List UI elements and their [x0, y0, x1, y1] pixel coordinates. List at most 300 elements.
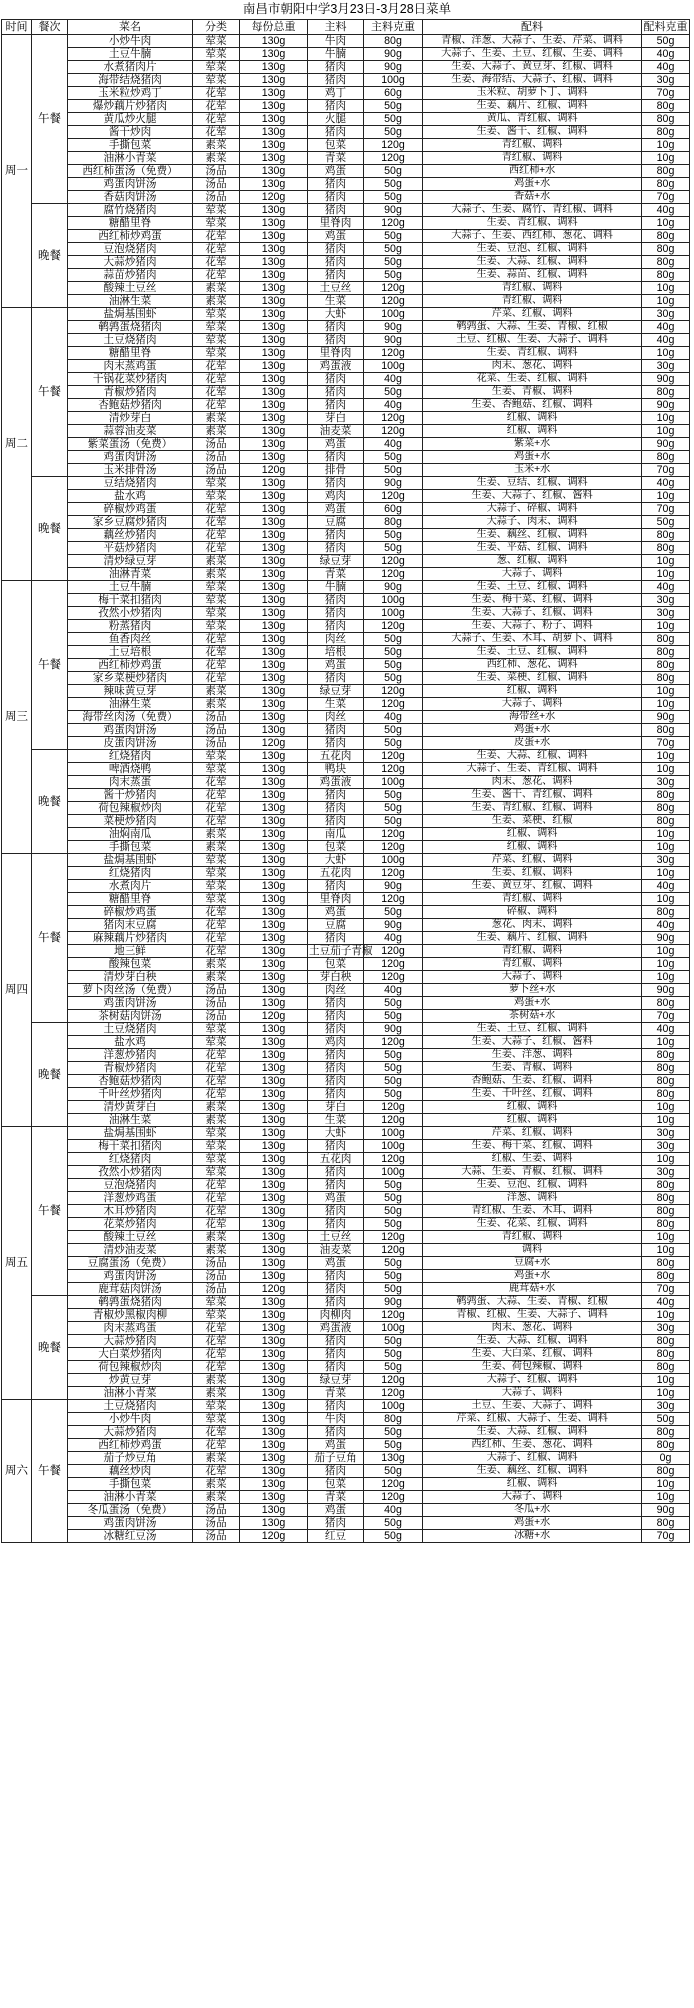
dish-name-cell: 洋葱炒鸡蛋	[68, 1192, 193, 1205]
meal-cell: 午餐	[32, 308, 68, 477]
main-weight-cell: 50g	[364, 1283, 423, 1296]
side-weight-cell: 10g	[642, 763, 690, 776]
total-weight-cell: 130g	[240, 139, 308, 152]
total-weight-cell: 130g	[240, 1049, 308, 1062]
side-weight-cell: 10g	[642, 1309, 690, 1322]
category-cell: 汤品	[193, 1257, 240, 1270]
side-weight-cell: 10g	[642, 1374, 690, 1387]
dish-name-cell: 鹿茸菇肉饼汤	[68, 1283, 193, 1296]
side-weight-cell: 10g	[642, 971, 690, 984]
total-weight-cell: 130g	[240, 373, 308, 386]
total-weight-cell: 130g	[240, 1335, 308, 1348]
side-weight-cell: 30g	[642, 1322, 690, 1335]
table-row	[2, 919, 690, 932]
total-weight-cell: 130g	[240, 1231, 308, 1244]
side-ingredients-cell: 青椒、红椒、生姜、大蒜子、调料	[423, 1309, 642, 1322]
category-cell: 汤品	[193, 1530, 240, 1543]
table-row	[2, 737, 690, 750]
dish-name-cell: 鸡蛋肉饼汤	[68, 451, 193, 464]
main-weight-cell: 50g	[364, 1205, 423, 1218]
header-row	[2, 20, 690, 35]
total-weight-cell: 130g	[240, 620, 308, 633]
main-ingredient-cell: 茄子豆角	[308, 1452, 364, 1465]
side-weight-cell: 90g	[642, 711, 690, 724]
main-weight-cell: 120g	[364, 1244, 423, 1257]
side-ingredients-cell: 红椒、调料	[423, 685, 642, 698]
main-ingredient-cell: 猪肉	[308, 61, 364, 74]
main-ingredient-cell: 包菜	[308, 1478, 364, 1491]
side-weight-cell: 90g	[642, 373, 690, 386]
table-row	[2, 529, 690, 542]
side-weight-cell: 30g	[642, 360, 690, 373]
side-ingredients-cell: 生姜、梅干菜、红椒、调料	[423, 1140, 642, 1153]
main-ingredient-cell: 猪肉	[308, 451, 364, 464]
category-cell: 汤品	[193, 1517, 240, 1530]
main-ingredient-cell: 青菜	[308, 568, 364, 581]
category-cell: 荤菜	[193, 48, 240, 61]
side-ingredients-cell: 土豆、生姜、大蒜子、调料	[423, 1400, 642, 1413]
main-ingredient-cell: 排骨	[308, 464, 364, 477]
side-weight-cell: 40g	[642, 477, 690, 490]
main-weight-cell: 50g	[364, 659, 423, 672]
main-ingredient-cell: 芽白	[308, 1101, 364, 1114]
side-weight-cell: 80g	[642, 529, 690, 542]
category-cell: 花荤	[193, 1049, 240, 1062]
side-ingredients-cell: 青红椒、调料	[423, 1231, 642, 1244]
category-cell: 素菜	[193, 139, 240, 152]
total-weight-cell: 130g	[240, 321, 308, 334]
category-cell: 汤品	[193, 724, 240, 737]
main-weight-cell: 50g	[364, 1192, 423, 1205]
table-row	[2, 230, 690, 243]
side-ingredients-cell: 生姜、土豆、红椒、调料	[423, 581, 642, 594]
side-weight-cell: 90g	[642, 438, 690, 451]
side-weight-cell: 80g	[642, 997, 690, 1010]
table-row	[2, 1335, 690, 1348]
total-weight-cell: 130g	[240, 581, 308, 594]
side-weight-cell: 80g	[642, 1465, 690, 1478]
table-row	[2, 1036, 690, 1049]
side-weight-cell: 50g	[642, 516, 690, 529]
side-weight-cell: 90g	[642, 1504, 690, 1517]
main-weight-cell: 50g	[364, 1257, 423, 1270]
table-row	[2, 87, 690, 100]
side-ingredients-cell: 土豆、红椒、生姜、大蒜子、调料	[423, 334, 642, 347]
main-ingredient-cell: 猪肉	[308, 100, 364, 113]
side-weight-cell: 10g	[642, 1231, 690, 1244]
side-weight-cell: 30g	[642, 74, 690, 87]
main-weight-cell: 50g	[364, 1075, 423, 1088]
dish-name-cell: 青椒炒猪肉	[68, 386, 193, 399]
total-weight-cell: 130g	[240, 334, 308, 347]
total-weight-cell: 130g	[240, 828, 308, 841]
side-ingredients-cell: 肉末、葱花、调料	[423, 776, 642, 789]
total-weight-cell: 130g	[240, 633, 308, 646]
side-ingredients-cell: 生姜、大蒜子、粉子、调料	[423, 620, 642, 633]
day-cell: 周二	[2, 308, 32, 581]
dish-name-cell: 大蒜炒猪肉	[68, 256, 193, 269]
total-weight-cell: 130g	[240, 516, 308, 529]
table-row	[2, 594, 690, 607]
side-ingredients-cell: 大蒜子、生姜、土豆、红椒、生姜、调料	[423, 48, 642, 61]
main-ingredient-cell: 大虾	[308, 1127, 364, 1140]
header-dish: 菜名	[68, 20, 193, 35]
table-row	[2, 828, 690, 841]
category-cell: 荤菜	[193, 1036, 240, 1049]
dish-name-cell: 大蒜炒猪肉	[68, 1335, 193, 1348]
main-weight-cell: 50g	[364, 789, 423, 802]
main-ingredient-cell: 绿豆芽	[308, 1374, 364, 1387]
main-ingredient-cell: 芽白秧	[308, 971, 364, 984]
main-weight-cell: 120g	[364, 1478, 423, 1491]
meal-cell: 晚餐	[32, 204, 68, 308]
table-row	[2, 1530, 690, 1543]
category-cell: 汤品	[193, 165, 240, 178]
side-ingredients-cell: 芹菜、红椒、调料	[423, 308, 642, 321]
total-weight-cell: 130g	[240, 984, 308, 997]
dish-name-cell: 肉末蒸鸡蛋	[68, 360, 193, 373]
category-cell: 花荤	[193, 1205, 240, 1218]
side-weight-cell: 80g	[642, 1348, 690, 1361]
table-row	[2, 1283, 690, 1296]
total-weight-cell: 130g	[240, 724, 308, 737]
dish-name-cell: 肉末蒸蛋	[68, 776, 193, 789]
dish-name-cell: 荷包辣椒炒肉	[68, 1361, 193, 1374]
category-cell: 花荤	[193, 542, 240, 555]
main-weight-cell: 50g	[364, 672, 423, 685]
category-cell: 荤菜	[193, 217, 240, 230]
menu-table	[1, 19, 690, 1543]
side-ingredients-cell: 大蒜子、肉末、调料	[423, 516, 642, 529]
side-weight-cell: 80g	[642, 646, 690, 659]
total-weight-cell: 130g	[240, 1140, 308, 1153]
main-weight-cell: 50g	[364, 269, 423, 282]
side-ingredients-cell: 生姜、藕丝、红椒、调料	[423, 1465, 642, 1478]
main-ingredient-cell: 猪肉	[308, 1335, 364, 1348]
total-weight-cell: 130g	[240, 308, 308, 321]
dish-name-cell: 西红柿蛋汤（免费）	[68, 165, 193, 178]
page-title: 南昌市朝阳中学3月23日-3月28日菜单	[242, 2, 452, 16]
total-weight-cell: 130g	[240, 347, 308, 360]
category-cell: 汤品	[193, 438, 240, 451]
side-ingredients-cell: 皮蛋+水	[423, 737, 642, 750]
dish-name-cell: 家乡菜梗炒猪肉	[68, 672, 193, 685]
table-row	[2, 1361, 690, 1374]
table-row	[2, 1478, 690, 1491]
side-weight-cell: 90g	[642, 984, 690, 997]
main-ingredient-cell: 包菜	[308, 841, 364, 854]
main-ingredient-cell: 猪肉	[308, 802, 364, 815]
side-ingredients-cell: 青红椒、调料	[423, 958, 642, 971]
total-weight-cell: 130g	[240, 386, 308, 399]
side-ingredients-cell: 大蒜子、生姜、西红柿、葱花、调料	[423, 230, 642, 243]
total-weight-cell: 130g	[240, 919, 308, 932]
table-row	[2, 1088, 690, 1101]
total-weight-cell: 120g	[240, 1530, 308, 1543]
side-ingredients-cell: 生姜、藕片、红椒、调料	[423, 100, 642, 113]
side-ingredients-cell: 葱、红椒、调料	[423, 555, 642, 568]
category-cell: 花荤	[193, 1426, 240, 1439]
table-row	[2, 1114, 690, 1127]
table-row	[2, 334, 690, 347]
side-ingredients-cell: 生姜、大蒜、红椒、调料	[423, 1335, 642, 1348]
category-cell: 荤菜	[193, 334, 240, 347]
side-weight-cell: 10g	[642, 1153, 690, 1166]
dish-name-cell: 梅干菜扣猪肉	[68, 594, 193, 607]
category-cell: 素菜	[193, 152, 240, 165]
total-weight-cell: 130g	[240, 945, 308, 958]
side-ingredients-cell: 生姜、菜梗、红椒	[423, 815, 642, 828]
main-weight-cell: 120g	[364, 425, 423, 438]
side-weight-cell: 50g	[642, 1413, 690, 1426]
main-weight-cell: 100g	[364, 308, 423, 321]
dish-name-cell: 红烧猪肉	[68, 867, 193, 880]
main-ingredient-cell: 五花肉	[308, 750, 364, 763]
category-cell: 荤菜	[193, 477, 240, 490]
total-weight-cell: 130g	[240, 672, 308, 685]
total-weight-cell: 130g	[240, 204, 308, 217]
table-row	[2, 1075, 690, 1088]
total-weight-cell: 130g	[240, 126, 308, 139]
category-cell: 荤菜	[193, 763, 240, 776]
side-ingredients-cell: 生姜、藕丝、红椒、调料	[423, 529, 642, 542]
main-ingredient-cell: 猪肉	[308, 672, 364, 685]
main-ingredient-cell: 绿豆芽	[308, 555, 364, 568]
header-category: 分类	[193, 20, 240, 35]
category-cell: 素菜	[193, 1478, 240, 1491]
total-weight-cell: 130g	[240, 1270, 308, 1283]
table-row	[2, 1348, 690, 1361]
side-ingredients-cell: 生姜、梅干菜、红椒、调料	[423, 594, 642, 607]
side-weight-cell: 80g	[642, 1205, 690, 1218]
main-weight-cell: 50g	[364, 243, 423, 256]
total-weight-cell: 130g	[240, 61, 308, 74]
dish-name-cell: 啤酒烧鸭	[68, 763, 193, 776]
side-ingredients-cell: 紫菜+水	[423, 438, 642, 451]
side-ingredients-cell: 生姜、荷包辣椒、调料	[423, 1361, 642, 1374]
main-weight-cell: 120g	[364, 1491, 423, 1504]
side-ingredients-cell: 调料	[423, 1244, 642, 1257]
table-row	[2, 1270, 690, 1283]
main-ingredient-cell: 猪肉	[308, 126, 364, 139]
dish-name-cell: 土豆烧猪肉	[68, 334, 193, 347]
side-weight-cell: 10g	[642, 425, 690, 438]
dish-name-cell: 清炒黄芽白	[68, 1101, 193, 1114]
table-row	[2, 841, 690, 854]
header-day: 时间	[2, 20, 32, 35]
table-row	[2, 1387, 690, 1400]
main-ingredient-cell: 猪肉	[308, 1205, 364, 1218]
category-cell: 荤菜	[193, 1153, 240, 1166]
category-cell: 荤菜	[193, 308, 240, 321]
main-weight-cell: 50g	[364, 646, 423, 659]
total-weight-cell: 130g	[240, 243, 308, 256]
side-ingredients-cell: 鸡蛋+水	[423, 1517, 642, 1530]
main-weight-cell: 120g	[364, 893, 423, 906]
category-cell: 花荤	[193, 1322, 240, 1335]
category-cell: 花荤	[193, 1348, 240, 1361]
total-weight-cell: 130g	[240, 1075, 308, 1088]
side-ingredients-cell: 大蒜子、调料	[423, 698, 642, 711]
main-ingredient-cell: 培根	[308, 646, 364, 659]
category-cell: 花荤	[193, 126, 240, 139]
category-cell: 花荤	[193, 776, 240, 789]
total-weight-cell: 130g	[240, 698, 308, 711]
total-weight-cell: 130g	[240, 594, 308, 607]
dish-name-cell: 酸辣包菜	[68, 958, 193, 971]
main-weight-cell: 100g	[364, 1400, 423, 1413]
category-cell: 荤菜	[193, 594, 240, 607]
side-weight-cell: 40g	[642, 334, 690, 347]
total-weight-cell: 130g	[240, 360, 308, 373]
main-ingredient-cell: 包菜	[308, 958, 364, 971]
side-ingredients-cell: 红椒、调料	[423, 1114, 642, 1127]
side-weight-cell: 40g	[642, 919, 690, 932]
main-weight-cell: 90g	[364, 477, 423, 490]
main-weight-cell: 50g	[364, 464, 423, 477]
category-cell: 荤菜	[193, 1166, 240, 1179]
main-ingredient-cell: 南瓜	[308, 828, 364, 841]
side-weight-cell: 30g	[642, 854, 690, 867]
table-row	[2, 35, 690, 48]
side-weight-cell: 80g	[642, 1218, 690, 1231]
table-row	[2, 1062, 690, 1075]
side-weight-cell: 80g	[642, 1049, 690, 1062]
side-weight-cell: 80g	[642, 451, 690, 464]
category-cell: 荤菜	[193, 893, 240, 906]
main-weight-cell: 50g	[364, 529, 423, 542]
total-weight-cell: 130g	[240, 776, 308, 789]
dish-name-cell: 鸡蛋肉饼汤	[68, 724, 193, 737]
meal-cell: 午餐	[32, 1127, 68, 1296]
side-ingredients-cell: 生姜、千叶丝、红椒、调料	[423, 1088, 642, 1101]
category-cell: 花荤	[193, 802, 240, 815]
main-ingredient-cell: 豆腐	[308, 919, 364, 932]
side-weight-cell: 10g	[642, 1491, 690, 1504]
dish-name-cell: 小炒牛肉	[68, 35, 193, 48]
main-weight-cell: 120g	[364, 282, 423, 295]
main-weight-cell: 90g	[364, 919, 423, 932]
category-cell: 花荤	[193, 815, 240, 828]
table-row	[2, 464, 690, 477]
main-ingredient-cell: 生菜	[308, 698, 364, 711]
table-row	[2, 867, 690, 880]
side-weight-cell: 10g	[642, 568, 690, 581]
total-weight-cell: 130g	[240, 997, 308, 1010]
main-weight-cell: 100g	[364, 1140, 423, 1153]
category-cell: 荤菜	[193, 750, 240, 763]
main-ingredient-cell: 鸡肉	[308, 490, 364, 503]
header-main-weight: 主料克重	[364, 20, 423, 35]
main-weight-cell: 120g	[364, 347, 423, 360]
dish-name-cell: 爆炒藕片炒猪肉	[68, 100, 193, 113]
side-weight-cell: 10g	[642, 958, 690, 971]
dish-name-cell: 鸡蛋肉饼汤	[68, 178, 193, 191]
dish-name-cell: 手撕包菜	[68, 1478, 193, 1491]
table-row	[2, 1101, 690, 1114]
dish-name-cell: 清炒油麦菜	[68, 1244, 193, 1257]
side-ingredients-cell: 青红椒、生姜、木耳、调料	[423, 1205, 642, 1218]
total-weight-cell: 130g	[240, 1192, 308, 1205]
side-ingredients-cell: 生姜、花菜、红椒、调料	[423, 1218, 642, 1231]
main-weight-cell: 40g	[364, 711, 423, 724]
side-ingredients-cell: 芹菜、红椒、调料	[423, 854, 642, 867]
side-weight-cell: 10g	[642, 295, 690, 308]
side-weight-cell: 40g	[642, 204, 690, 217]
table-row	[2, 581, 690, 594]
category-cell: 荤菜	[193, 74, 240, 87]
side-ingredients-cell: 鹌鹑蛋、大蒜、生姜、青椒、红椒	[423, 1296, 642, 1309]
category-cell: 花荤	[193, 932, 240, 945]
dish-name-cell: 盐焗基围虾	[68, 854, 193, 867]
main-ingredient-cell: 猪肉	[308, 1010, 364, 1023]
side-weight-cell: 10g	[642, 1478, 690, 1491]
dish-name-cell: 豆腐蛋汤（免费）	[68, 1257, 193, 1270]
dish-name-cell: 油焖南瓜	[68, 828, 193, 841]
side-ingredients-cell: 生姜、大蒜、红椒、调料	[423, 750, 642, 763]
total-weight-cell: 130g	[240, 750, 308, 763]
table-row	[2, 516, 690, 529]
header-meal: 餐次	[32, 20, 68, 35]
side-ingredients-cell: 大蒜子、生姜、青红椒、调料	[423, 763, 642, 776]
side-ingredients-cell: 生姜、藕片、红椒、调料	[423, 932, 642, 945]
side-ingredients-cell: 红椒、调料	[423, 425, 642, 438]
main-weight-cell: 130g	[364, 1452, 423, 1465]
dish-name-cell: 清炒绿豆芽	[68, 555, 193, 568]
main-ingredient-cell: 五花肉	[308, 867, 364, 880]
dish-name-cell: 水煮猪肉片	[68, 61, 193, 74]
main-weight-cell: 60g	[364, 87, 423, 100]
side-ingredients-cell: 生姜、青红椒、调料	[423, 347, 642, 360]
category-cell: 汤品	[193, 464, 240, 477]
total-weight-cell: 130g	[240, 1517, 308, 1530]
side-weight-cell: 30g	[642, 1127, 690, 1140]
main-weight-cell: 90g	[364, 880, 423, 893]
day-cell: 周三	[2, 581, 32, 854]
side-weight-cell: 80g	[642, 269, 690, 282]
main-ingredient-cell: 鸡蛋	[308, 1257, 364, 1270]
dish-name-cell: 盐焗基围虾	[68, 308, 193, 321]
total-weight-cell: 130g	[240, 529, 308, 542]
main-weight-cell: 120g	[364, 867, 423, 880]
side-ingredients-cell: 生姜、菜梗、红椒、调料	[423, 672, 642, 685]
main-weight-cell: 50g	[364, 724, 423, 737]
main-ingredient-cell: 猪肉	[308, 256, 364, 269]
header-side-weight: 配料克重	[643, 21, 688, 33]
side-ingredients-cell: 芹菜、红椒、调料	[423, 1127, 642, 1140]
main-ingredient-cell: 土豆茄子青椒	[309, 945, 373, 957]
main-ingredient-cell: 里脊肉	[308, 217, 364, 230]
meal-cell: 午餐	[32, 35, 68, 204]
side-weight-cell: 80g	[642, 1361, 690, 1374]
dish-name-cell: 碎椒炒鸡蛋	[68, 503, 193, 516]
side-weight-cell: 10g	[642, 867, 690, 880]
category-cell: 花荤	[193, 672, 240, 685]
dish-name-cell: 孜然小炒猪肉	[68, 607, 193, 620]
main-ingredient-cell: 五花肉	[308, 1153, 364, 1166]
total-weight-cell: 130g	[240, 438, 308, 451]
table-row	[2, 1166, 690, 1179]
dish-name-cell: 鱼香肉丝	[68, 633, 193, 646]
table-row	[2, 1413, 690, 1426]
side-ingredients-cell: 萝卜丝+水	[423, 984, 642, 997]
side-weight-cell: 70g	[642, 191, 690, 204]
total-weight-cell: 130g	[240, 295, 308, 308]
table-row	[2, 282, 690, 295]
side-weight-cell: 10g	[642, 620, 690, 633]
side-weight-cell: 80g	[642, 1439, 690, 1452]
dish-name-cell: 冬瓜蛋汤（免费）	[68, 1504, 193, 1517]
